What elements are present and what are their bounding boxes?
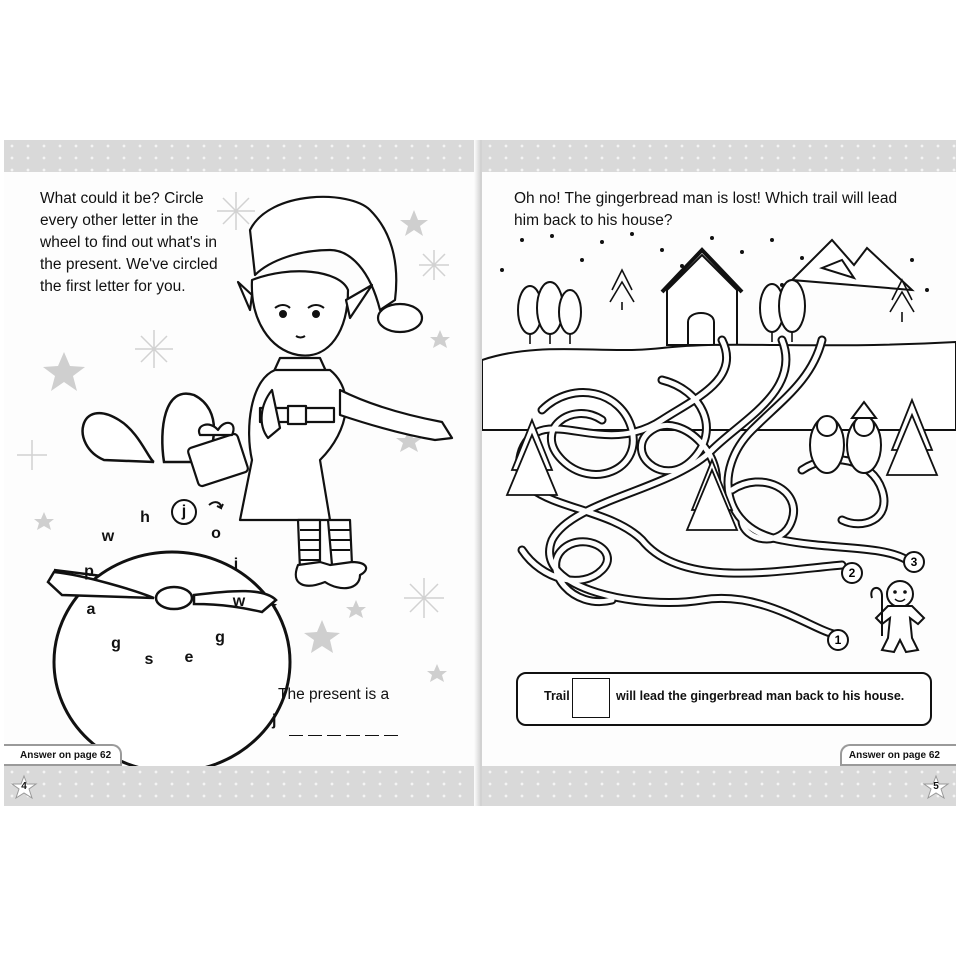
- trail-number-markers: [822, 548, 942, 668]
- left-page-number: 4: [12, 776, 36, 800]
- elf-illustration: [180, 190, 470, 590]
- present-answer-blanks: [289, 718, 403, 736]
- present-answer-first-letter: j: [272, 712, 278, 729]
- trail-answer-box: [516, 672, 932, 726]
- wheel-letter-10: p: [84, 563, 94, 580]
- bottom-decorative-band-right: [482, 766, 956, 806]
- left-page: [4, 140, 478, 806]
- wheel-letter-3: i: [233, 556, 239, 573]
- right-answer-tab: Answer on page 62: [840, 744, 956, 766]
- top-decorative-band-right: [482, 140, 956, 172]
- trail-number-1: 1: [834, 633, 842, 647]
- wheel-letter-9: a: [86, 601, 96, 618]
- activity-book-spread: [4, 140, 956, 806]
- trail-answer-prefix: Trail: [544, 689, 570, 703]
- wheel-letter-8: g: [111, 635, 121, 652]
- trail-answer-input-box[interactable]: [572, 678, 610, 718]
- bottom-decorative-band: [4, 766, 478, 806]
- wheel-letter-6: e: [184, 649, 194, 666]
- wheel-letter-5: g: [215, 629, 225, 646]
- wheel-letter-2: o: [211, 525, 221, 542]
- trail-answer-suffix: will lead the gingerbread man back to his house.: [616, 689, 905, 703]
- trail-number-3: 3: [910, 555, 918, 569]
- wheel-letter-4: w: [232, 593, 246, 610]
- left-answer-tab: Answer on page 62: [4, 744, 122, 766]
- right-instruction-text: Oh no! The gingerbread man is lost! Which trail will lead him back to his house?: [514, 190, 898, 229]
- right-page-number: 5: [924, 776, 948, 800]
- trail-number-2: 2: [848, 566, 856, 580]
- right-page: [482, 140, 956, 806]
- wheel-letter-7: s: [144, 651, 154, 668]
- wheel-letter-11: w: [101, 528, 115, 545]
- left-instruction-text: What could it be? Circle every other letter in the wheel to find out what's in the present. We've circled the first letter for you.: [40, 190, 218, 295]
- present-answer-label: The present is a: [278, 686, 390, 703]
- wheel-letter-12: h: [140, 509, 150, 526]
- penguins-illustration: [802, 400, 902, 480]
- wheel-letter-1: j: [181, 503, 187, 520]
